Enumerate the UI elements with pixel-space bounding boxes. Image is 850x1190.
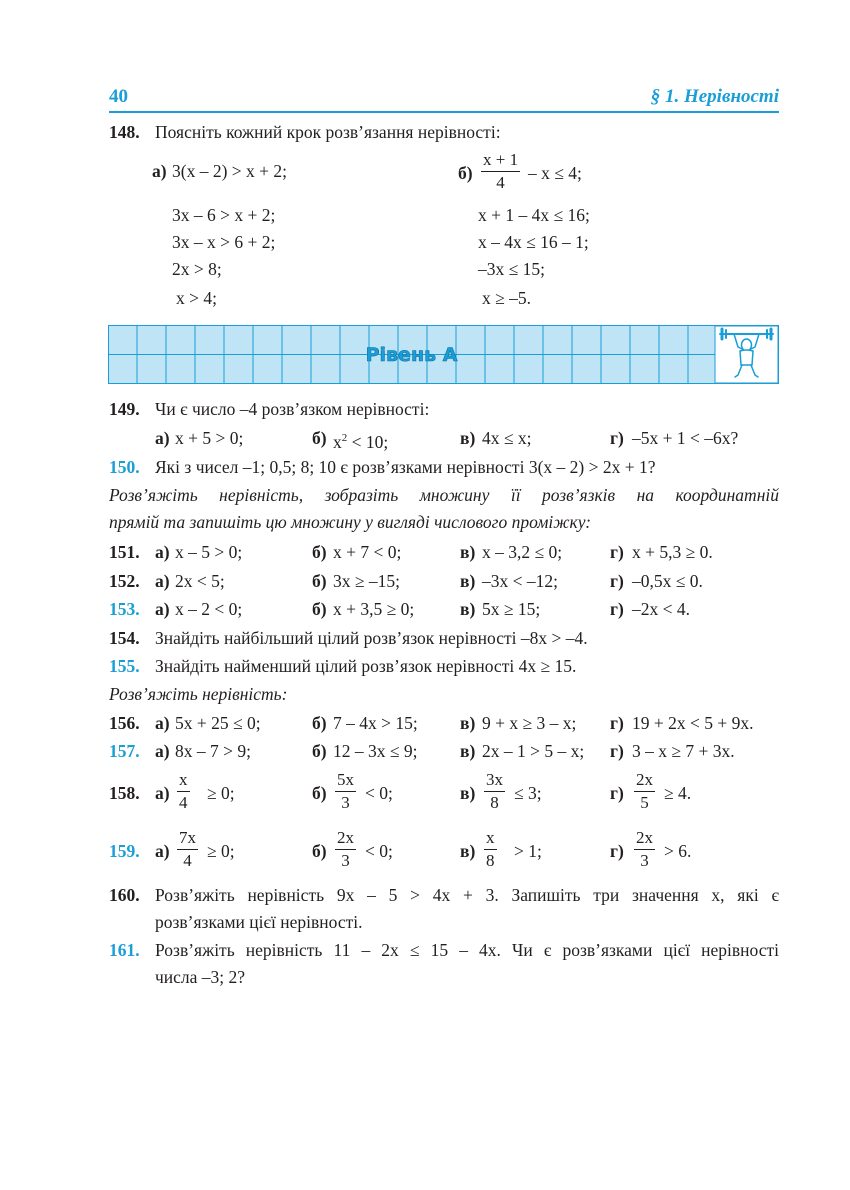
p159-item-1-fraction: [335, 828, 356, 871]
p149-v-expr: 4x ≤ x;: [482, 428, 532, 448]
p151-item-0-expr: x – 5 > 0;: [175, 542, 243, 562]
problem-153-number: 153.: [109, 599, 140, 619]
p149-g-expr: –5x + 1 < –6x?: [632, 428, 739, 448]
p148-b-rest: – x ≤ 4;: [528, 163, 582, 183]
p158-item-0-denominator: 4: [179, 793, 188, 812]
p152-item-1-expr: 3x ≥ –15;: [333, 571, 400, 591]
p159-item-0-numerator: 7x: [177, 828, 198, 850]
problem-161-line-1: Розв’яжіть нерівність 11 – 2x ≤ 15 – 4x. Чи є розв’язками цієї нерівності: [155, 940, 779, 960]
p156-item-2-expr: 9 + x ≥ 3 – x;: [482, 713, 577, 733]
p149-b-rest: < 10;: [347, 431, 389, 452]
p148-b-denominator: 4: [496, 173, 505, 192]
p158-item-0-rest: ≥ 0;: [207, 783, 235, 803]
problem-151-number: 151.: [109, 542, 140, 562]
p157-item-1-label: б): [312, 741, 327, 761]
p153-item-1-label: б): [312, 599, 327, 619]
p151-item-3-label: г): [610, 542, 624, 562]
p149-b-exponent: 2: [341, 432, 348, 444]
problem-148-text: Поясніть кожний крок розв’язання нерівності:: [155, 122, 501, 142]
p148-a-step-4: x > 4;: [176, 288, 217, 308]
problem-161-number: 161.: [109, 940, 140, 960]
p159-item-3-denominator: 3: [640, 851, 649, 870]
problem-154-number: 154.: [109, 628, 140, 648]
p158-item-2-fraction: [484, 770, 505, 813]
p152-item-1-label: б): [312, 571, 327, 591]
p149-a-expr: x + 5 > 0;: [175, 428, 244, 448]
p151-item-1-expr: x + 7 < 0;: [333, 542, 402, 562]
p158-item-3-numerator: 2x: [634, 770, 655, 792]
p156-item-3-expr: 19 + 2x < 5 + 9x.: [632, 713, 754, 733]
p159-item-1-label: б): [312, 841, 327, 861]
p157-item-1-expr: 12 – 3x ≤ 9;: [333, 741, 418, 761]
p159-item-3-numerator: 2x: [634, 828, 655, 850]
p156-item-2-label: в): [460, 713, 476, 733]
p157-item-0-expr: 8x – 7 > 9;: [175, 741, 251, 761]
problem-150-number: 150.: [109, 457, 140, 477]
p153-item-2-label: в): [460, 599, 476, 619]
problem-160-line-1: Розв’яжіть нерівність 9x – 5 > 4x + 3. Запишіть три значення x, які є: [155, 885, 779, 905]
problem-148-number: 148.: [109, 122, 140, 142]
p148-b-step-2: x – 4x ≤ 16 – 1;: [478, 232, 589, 252]
p152-item-2-label: в): [460, 571, 476, 591]
p148-b-fraction: [481, 150, 520, 193]
p159-item-0-label: а): [155, 841, 170, 861]
p158-item-2-numerator: 3x: [484, 770, 505, 792]
p153-item-0-label: а): [155, 599, 170, 619]
p157-item-3-expr: 3 – x ≥ 7 + 3x.: [632, 741, 735, 761]
p159-item-2-label: в): [460, 841, 476, 861]
p151-item-1-label: б): [312, 542, 327, 562]
p148-a-step-1: 3x – 6 > x + 2;: [172, 205, 276, 225]
p159-item-1-denominator: 3: [341, 851, 350, 870]
p149-b-expr: [333, 427, 388, 453]
instruction-solve: Розв’яжіть нерівність:: [109, 684, 288, 704]
p148-b-step-1: x + 1 – 4x ≤ 16;: [478, 205, 590, 225]
p152-item-3-expr: –0,5x ≤ 0.: [632, 571, 703, 591]
p149-b-base: x: [333, 431, 342, 452]
problem-161-line-2: числа –3; 2?: [155, 967, 246, 987]
problem-149-number: 149.: [109, 399, 140, 419]
p148-a-expr: 3(x – 2) > x + 2;: [172, 161, 288, 181]
p158-item-1-rest: < 0;: [365, 783, 393, 803]
problem-156-number: 156.: [109, 713, 140, 733]
p159-item-1-rest: < 0;: [365, 841, 393, 861]
p159-item-2-numerator: x: [484, 828, 497, 850]
p148-b-numerator: x + 1: [481, 150, 520, 172]
p158-item-0-numerator: x: [177, 770, 190, 792]
p152-item-0-expr: 2x < 5;: [175, 571, 225, 591]
problem-150-text: Які з чисел –1; 0,5; 8; 10 є розв’язками нерівності 3(x – 2) > 2x + 1?: [155, 457, 656, 477]
p158-item-1-denominator: 3: [341, 793, 350, 812]
p159-item-0-fraction: [177, 828, 198, 871]
instruction-line-1: Розв’яжіть нерівність, зобразіть множину її розв’язків на координатній: [109, 485, 779, 505]
p159-item-3-rest: > 6.: [664, 841, 692, 861]
problem-152-number: 152.: [109, 571, 140, 591]
p148-a-label: а): [152, 161, 167, 181]
p158-item-1-fraction: [335, 770, 356, 813]
section-title: § 1. Нерівності: [650, 86, 779, 107]
p148-b-step-4: x ≥ –5.: [482, 288, 531, 308]
p157-item-2-label: в): [460, 741, 476, 761]
p148-a-step-3: 2x > 8;: [172, 259, 222, 279]
p159-item-2-fraction: [484, 828, 497, 871]
problem-160-number: 160.: [109, 885, 140, 905]
header-rule: [109, 111, 779, 113]
p159-item-2-rest: > 1;: [514, 841, 542, 861]
p156-item-1-label: б): [312, 713, 327, 733]
p149-b-label: б): [312, 428, 327, 448]
p158-item-1-numerator: 5x: [335, 770, 356, 792]
p153-item-0-expr: x – 2 < 0;: [175, 599, 243, 619]
p153-item-3-expr: –2x < 4.: [632, 599, 690, 619]
problem-159-number: 159.: [109, 841, 140, 861]
p156-item-1-expr: 7 – 4x > 15;: [333, 713, 418, 733]
p151-item-2-expr: x – 3,2 ≤ 0;: [482, 542, 563, 562]
p158-item-2-rest: ≤ 3;: [514, 783, 542, 803]
p152-item-2-expr: –3x < –12;: [482, 571, 558, 591]
p158-item-2-denominator: 8: [490, 793, 499, 812]
problem-155-number: 155.: [109, 656, 140, 676]
problem-158-number: 158.: [109, 783, 140, 803]
p156-item-0-label: а): [155, 713, 170, 733]
p152-item-3-label: г): [610, 571, 624, 591]
p158-item-0-label: а): [155, 783, 170, 803]
p151-item-3-expr: x + 5,3 ≥ 0.: [632, 542, 713, 562]
p159-item-1-numerator: 2x: [335, 828, 356, 850]
p158-item-2-label: в): [460, 783, 476, 803]
p158-item-0-fraction: [177, 770, 190, 813]
p149-a-label: а): [155, 428, 170, 448]
p153-item-1-expr: x + 3,5 ≥ 0;: [333, 599, 415, 619]
p153-item-2-expr: 5x ≥ 15;: [482, 599, 541, 619]
problem-149-text: Чи є число –4 розв’язком нерівності:: [155, 399, 430, 419]
p159-item-2-denominator: 8: [486, 851, 495, 870]
p148-b-label: б): [458, 163, 473, 183]
instruction-line-2: прямій та запишіть цю множину у вигляді числового проміжку:: [109, 512, 592, 532]
p157-item-3-label: г): [610, 741, 624, 761]
p158-item-1-label: б): [312, 783, 327, 803]
p158-item-3-rest: ≥ 4.: [664, 783, 692, 803]
level-banner: [108, 325, 779, 384]
p158-item-3-label: г): [610, 783, 624, 803]
p153-item-3-label: г): [610, 599, 624, 619]
p159-item-3-fraction: [634, 828, 655, 871]
page-number: 40: [109, 86, 128, 107]
p149-g-label: г): [610, 428, 624, 448]
p151-item-2-label: в): [460, 542, 476, 562]
p156-item-0-expr: 5x + 25 ≤ 0;: [175, 713, 261, 733]
p159-item-3-label: г): [610, 841, 624, 861]
problem-155-text: Знайдіть найменший цілий розв’язок нерівності 4x ≥ 15.: [155, 656, 577, 676]
problem-154-text: Знайдіть найбільший цілий розв’язок нерівності –8x > –4.: [155, 628, 588, 648]
problem-160-line-2: розв’язками цієї нерівності.: [155, 912, 363, 932]
banner-title: Рівень А: [365, 343, 458, 366]
p159-item-0-rest: ≥ 0;: [207, 841, 235, 861]
p148-b-step-3: –3x ≤ 15;: [478, 259, 545, 279]
p157-item-2-expr: 2x – 1 > 5 – x;: [482, 741, 585, 761]
p158-item-3-denominator: 5: [640, 793, 649, 812]
p159-item-0-denominator: 4: [183, 851, 192, 870]
p149-v-label: в): [460, 428, 476, 448]
p152-item-0-label: а): [155, 571, 170, 591]
p148-a-step-2: 3x – x > 6 + 2;: [172, 232, 276, 252]
p158-item-3-fraction: [634, 770, 655, 813]
p156-item-3-label: г): [610, 713, 624, 733]
problem-157-number: 157.: [109, 741, 140, 761]
p151-item-0-label: а): [155, 542, 170, 562]
p157-item-0-label: а): [155, 741, 170, 761]
